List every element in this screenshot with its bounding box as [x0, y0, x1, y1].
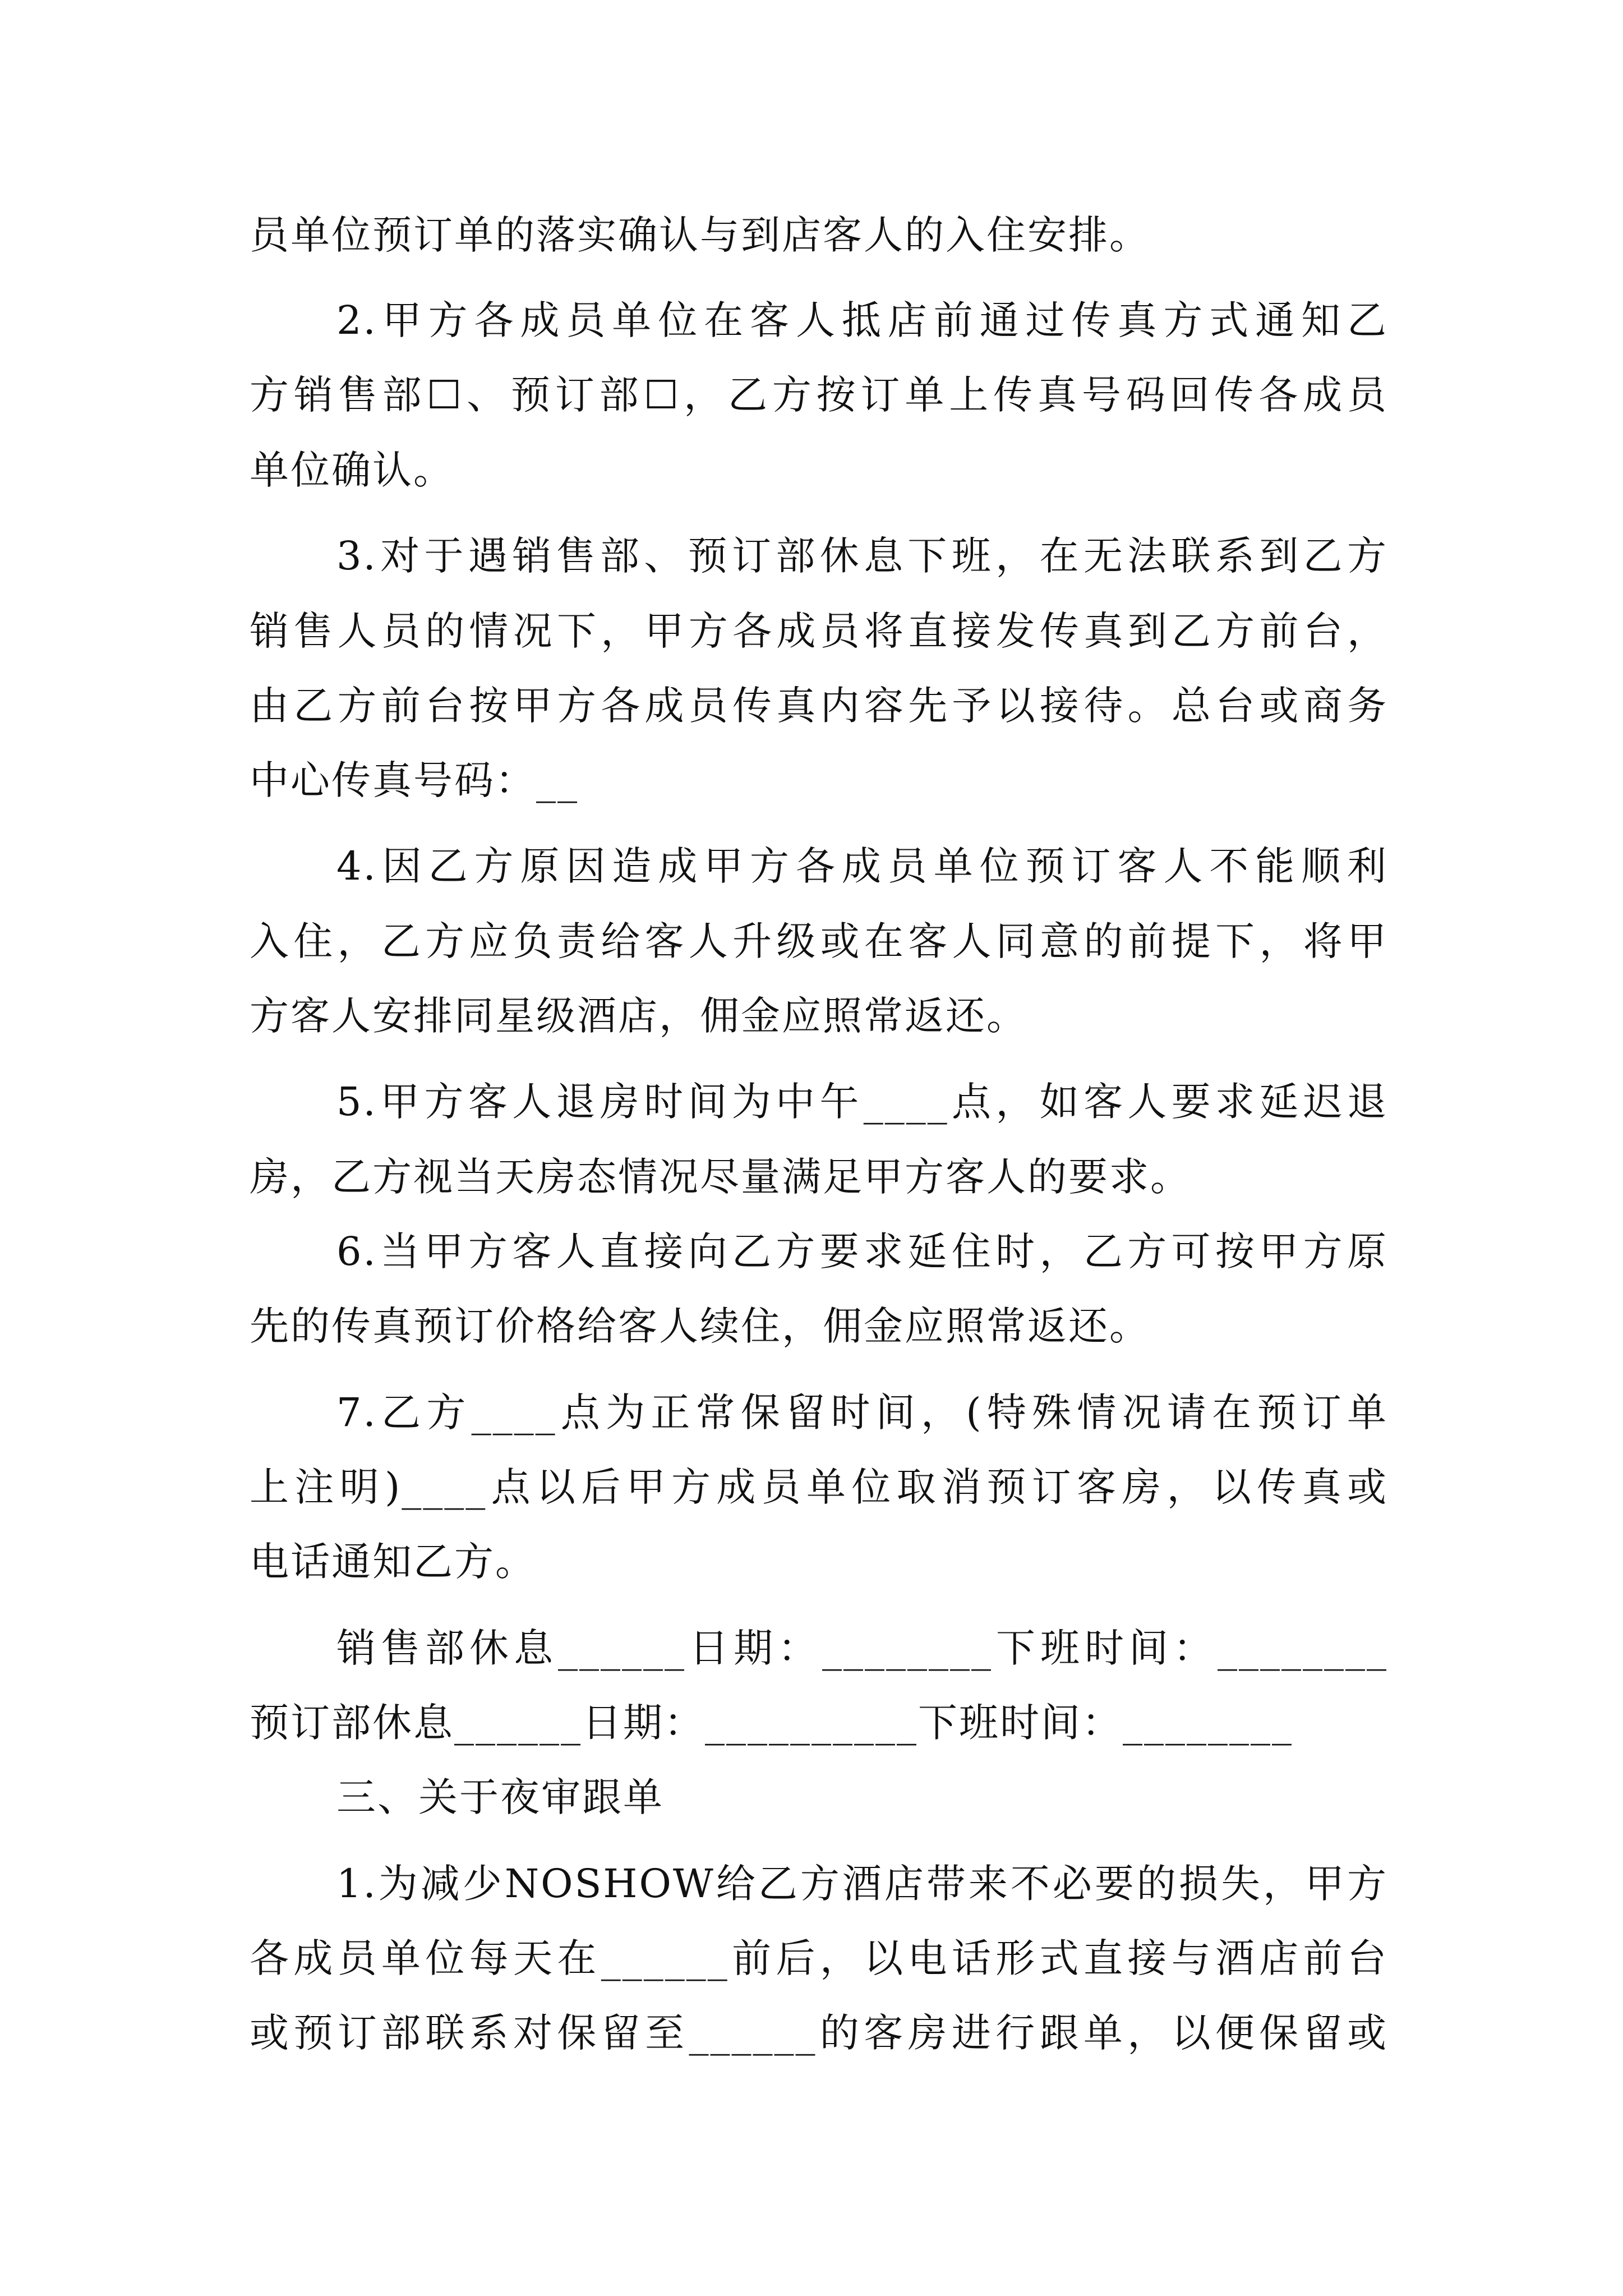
text-line: 方销售部☐、预订部☐，乙方按订单上传真号码回传各成员 [250, 372, 1388, 418]
text-line: 1.为减少NOSHOW给乙方酒店带来不必要的损失，甲方 [336, 1861, 1388, 1907]
text-line: 电话通知乙方。 [250, 1539, 536, 1585]
text-line: 房，乙方视当天房态情况尽量满足甲方客人的要求。 [250, 1154, 1191, 1200]
text-line: 6.当甲方客人直接向乙方要求延住时，乙方可按甲方原 [336, 1228, 1388, 1274]
text-line: 或预订部联系对保留至______的客房进行跟单，以便保留或 [250, 2010, 1388, 2056]
text-line: 3.对于遇销售部、预订部休息下班，在无法联系到乙方 [336, 533, 1388, 579]
text-line: 2.甲方各成员单位在客人抵店前通过传真方式通知乙 [336, 297, 1388, 343]
text-line: 单位确认。 [250, 447, 454, 493]
text-line: 先的传真预订价格给客人续住，佣金应照常返还。 [250, 1303, 1150, 1349]
text-line: 由乙方前台按甲方各成员传真内容先予以接待。总台或商务 [250, 683, 1388, 729]
text-line: 4.因乙方原因造成甲方各成员单位预订客人不能顺利 [336, 843, 1388, 889]
text-line: 方客人安排同星级酒店，佣金应照常返还。 [250, 993, 1027, 1039]
text-line: 各成员单位每天在______前后，以电话形式直接与酒店前台 [250, 1935, 1388, 1981]
text-line: 中心传真号码：__ [250, 757, 579, 803]
text-line: 销售部休息______日期：________下班时间：________ [336, 1625, 1388, 1671]
text-line: 员单位预订单的落实确认与到店客人的入住安排。 [250, 212, 1150, 258]
text-line: 入住，乙方应负责给客人升级或在客人同意的前提下，将甲 [250, 918, 1388, 964]
text-line: 上注明)____点以后甲方成员单位取消预订客房，以传真或 [250, 1464, 1388, 1510]
text-line: 5.甲方客人退房时间为中午____点，如客人要求延迟退 [336, 1079, 1388, 1125]
text-line: 销售人员的情况下，甲方各成员将直接发传真到乙方前台， [250, 608, 1388, 654]
text-line: 7.乙方____点为正常保留时间，(特殊情况请在预订单 [336, 1389, 1388, 1435]
text-line: 三、关于夜审跟单 [336, 1774, 664, 1820]
text-line: 预订部休息______日期：__________下班时间：________ [250, 1700, 1293, 1746]
